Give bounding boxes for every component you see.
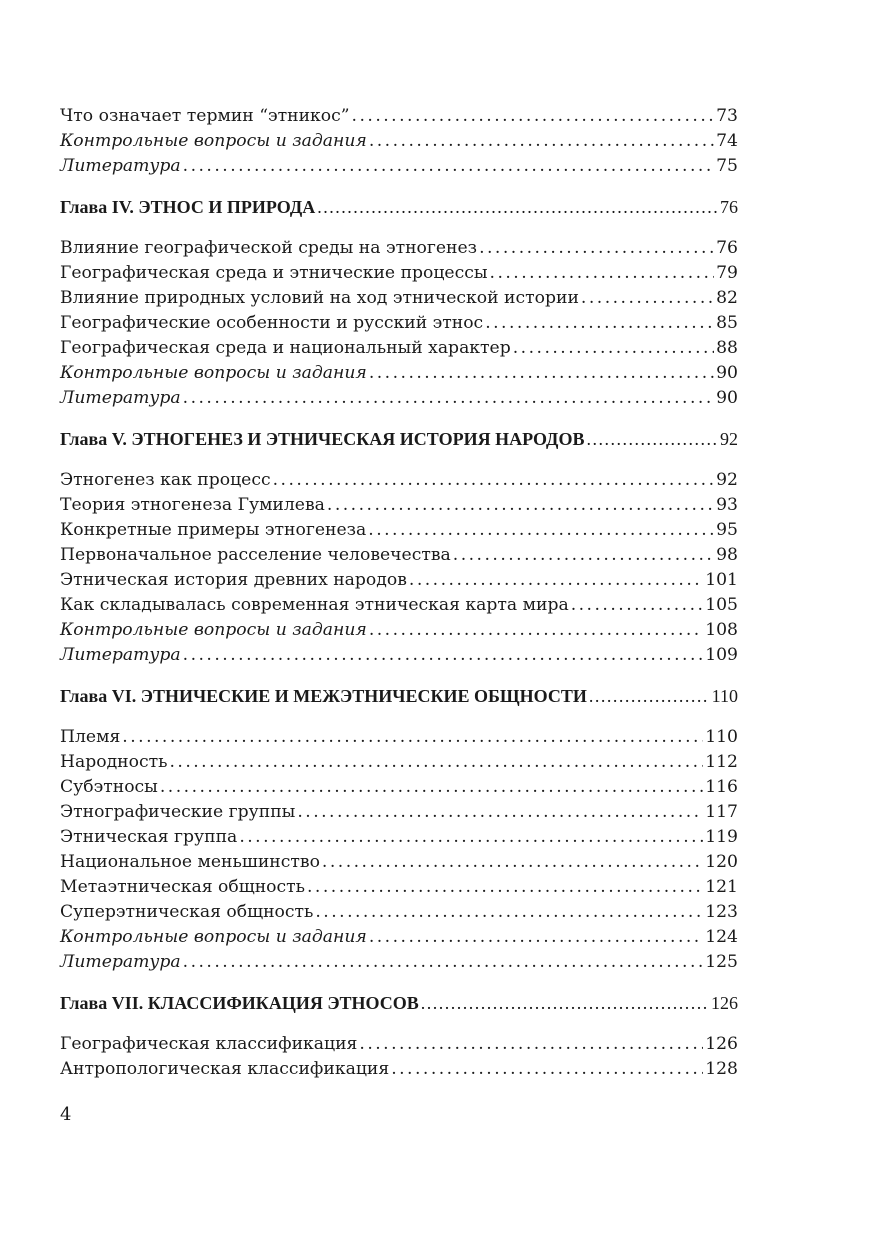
toc-entry-title: Этногенез как процесс (60, 470, 271, 490)
toc-entry[interactable] (60, 900, 738, 925)
dot-leader (183, 950, 704, 975)
toc-entry-page: 95 (716, 520, 738, 540)
dot-leader (183, 643, 704, 668)
toc-entry-title: Литература (60, 156, 181, 176)
toc-entry[interactable] (60, 825, 738, 850)
toc-entry-page: 128 (705, 1059, 738, 1079)
toc-entry[interactable] (60, 1057, 738, 1082)
toc-entry-title: Географическая классификация (60, 1034, 358, 1054)
toc-entry-page: 126 (705, 1034, 738, 1054)
table-of-contents (60, 104, 738, 1082)
toc-entry[interactable] (60, 568, 738, 593)
toc-entry-page: 126 (711, 993, 738, 1013)
toc-entry-page: 101 (705, 570, 738, 590)
chapter-title: Глава V. ЭТНОГЕНЕЗ И ЭТНИЧЕСКАЯ ИСТОРИЯ НАРОДОВ (60, 429, 585, 449)
toc-entry-page: 110 (705, 727, 738, 747)
toc-entry-page: 116 (705, 777, 738, 797)
toc-entry[interactable] (60, 775, 738, 800)
toc-chapter-heading[interactable] (60, 684, 738, 709)
toc-entry[interactable] (60, 286, 738, 311)
toc-entry-page: 85 (716, 313, 738, 333)
toc-entry[interactable] (60, 543, 738, 568)
toc-entry-title: Первоначальное расселение человечества (60, 545, 451, 565)
toc-entry[interactable] (60, 593, 738, 618)
toc-entry-page: 76 (720, 197, 738, 217)
dot-leader (369, 361, 714, 386)
dot-leader (513, 336, 714, 361)
toc-entry-title: Контрольные вопросы и задания (60, 927, 367, 947)
toc-entry-title: Контрольные вопросы и задания (60, 620, 367, 640)
toc-entry[interactable] (60, 925, 738, 950)
toc-entry-page: 73 (716, 106, 738, 126)
toc-entry-title: Этнографические группы (60, 802, 296, 822)
toc-entry[interactable] (60, 104, 738, 129)
dot-leader (359, 1032, 703, 1057)
dot-leader (409, 568, 703, 593)
dot-leader (581, 286, 714, 311)
dot-leader (297, 800, 703, 825)
toc-chapter-heading[interactable] (60, 427, 738, 452)
dot-leader (322, 850, 703, 875)
toc-entry-title: Литература (60, 388, 181, 408)
toc-entry-page: 88 (716, 338, 738, 358)
toc-entry-title: Географические особенности и русский этнос (60, 313, 484, 333)
toc-entry[interactable] (60, 468, 738, 493)
toc-entry[interactable] (60, 850, 738, 875)
toc-entry-page: 98 (716, 545, 738, 565)
toc-entry-title: Племя (60, 727, 121, 747)
toc-entry-title: Географическая среда и национальный характер (60, 338, 511, 358)
toc-entry-page: 123 (705, 902, 738, 922)
dot-leader (369, 129, 714, 154)
chapter-title: Глава IV. ЭТНОС И ПРИРОДА (60, 197, 316, 217)
toc-entry-page: 124 (705, 927, 738, 947)
dot-leader (586, 427, 718, 452)
toc-entry-page: 74 (716, 131, 738, 151)
dot-leader (169, 750, 703, 775)
toc-entry-title: Литература (60, 952, 181, 972)
dot-leader (183, 154, 714, 179)
toc-entry[interactable] (60, 518, 738, 543)
toc-entry-page: 92 (720, 429, 738, 449)
toc-entry-title: Географическая среда и этнические процессы (60, 263, 488, 283)
toc-entry-title: Литература (60, 645, 181, 665)
dot-leader (589, 684, 710, 709)
toc-entry-page: 93 (716, 495, 738, 515)
toc-entry[interactable] (60, 336, 738, 361)
toc-entry-title: Суперэтническая общность (60, 902, 314, 922)
dot-leader (571, 593, 703, 618)
toc-entry-page: 79 (716, 263, 738, 283)
toc-entry-title: Этническая группа (60, 827, 238, 847)
chapter-title: Глава VI. ЭТНИЧЕСКИЕ И МЕЖЭТНИЧЕСКИЕ ОБЩНОСТИ (60, 686, 587, 706)
dot-leader (317, 195, 718, 220)
toc-entry[interactable] (60, 311, 738, 336)
toc-entry-page: 109 (705, 645, 738, 665)
toc-entry-title: Контрольные вопросы и задания (60, 363, 367, 383)
toc-entry-title: Влияние природных условий на ход этнической истории (60, 288, 579, 308)
page-number: 4 (60, 1104, 72, 1125)
toc-entry-page: 90 (716, 388, 738, 408)
dot-leader (327, 493, 714, 518)
toc-entry[interactable] (60, 950, 738, 975)
dot-leader (239, 825, 703, 850)
toc-entry-title: Национальное меньшинство (60, 852, 320, 872)
toc-entry[interactable] (60, 875, 738, 900)
toc-chapter-heading[interactable] (60, 195, 738, 220)
dot-leader (453, 543, 714, 568)
toc-entry-page: 125 (705, 952, 738, 972)
toc-entry[interactable] (60, 1032, 738, 1057)
dot-leader (352, 104, 715, 129)
toc-entry-title: Как складывалась современная этническая карта мира (60, 595, 569, 615)
toc-entry[interactable] (60, 643, 738, 668)
dot-leader (183, 386, 714, 411)
toc-entry[interactable] (60, 725, 738, 750)
toc-entry-page: 75 (716, 156, 738, 176)
toc-entry-page: 117 (705, 802, 738, 822)
dot-leader (160, 775, 703, 800)
toc-entry[interactable] (60, 236, 738, 261)
toc-entry-title: Этническая история древних народов (60, 570, 407, 590)
dot-leader (391, 1057, 703, 1082)
toc-entry-title: Антропологическая классификация (60, 1059, 390, 1079)
dot-leader (369, 925, 703, 950)
toc-entry[interactable] (60, 154, 738, 179)
toc-entry[interactable] (60, 750, 738, 775)
toc-entry-title: Метаэтническая общность (60, 877, 305, 897)
toc-entry-title: Контрольные вопросы и задания (60, 131, 367, 151)
toc-entry-title: Что означает термин “этникос” (60, 106, 350, 126)
toc-chapter-heading[interactable] (60, 991, 738, 1016)
toc-entry-title: Субэтносы (60, 777, 158, 797)
dot-leader (421, 991, 709, 1016)
chapter-title: Глава VII. КЛАССИФИКАЦИЯ ЭТНОСОВ (60, 993, 419, 1013)
toc-entry-page: 82 (716, 288, 738, 308)
toc-entry[interactable] (60, 800, 738, 825)
dot-leader (122, 725, 703, 750)
dot-leader (368, 518, 714, 543)
dot-leader (490, 261, 715, 286)
dot-leader (273, 468, 715, 493)
toc-entry-title: Теория этногенеза Гумилева (60, 495, 325, 515)
toc-entry-page: 90 (716, 363, 738, 383)
toc-entry-page: 110 (711, 686, 738, 706)
toc-entry[interactable] (60, 261, 738, 286)
dot-leader (479, 236, 714, 261)
toc-entry[interactable] (60, 386, 738, 411)
toc-entry[interactable] (60, 361, 738, 386)
dot-leader (307, 875, 703, 900)
toc-entry-title: Конкретные примеры этногенеза (60, 520, 367, 540)
toc-entry[interactable] (60, 618, 738, 643)
toc-entry-page: 108 (705, 620, 738, 640)
toc-entry-page: 112 (705, 752, 738, 772)
dot-leader (369, 618, 703, 643)
toc-entry-page: 119 (705, 827, 738, 847)
dot-leader (315, 900, 703, 925)
toc-entry[interactable] (60, 493, 738, 518)
dot-leader (485, 311, 714, 336)
toc-entry-title: Народность (60, 752, 168, 772)
toc-entry-title: Влияние географической среды на этногенез (60, 238, 478, 258)
toc-entry-page: 120 (705, 852, 738, 872)
toc-entry[interactable] (60, 129, 738, 154)
toc-entry-page: 76 (716, 238, 738, 258)
toc-entry-page: 105 (705, 595, 738, 615)
toc-entry-page: 121 (705, 877, 738, 897)
toc-entry-page: 92 (716, 470, 738, 490)
